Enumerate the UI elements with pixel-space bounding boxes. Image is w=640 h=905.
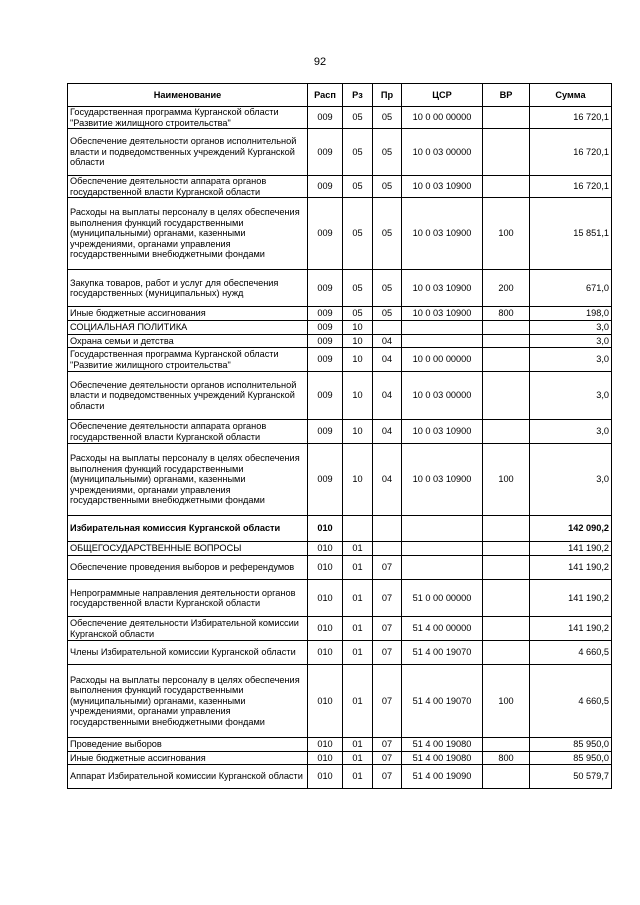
row-name-cell: Обеспечение проведения выборов и референдумов xyxy=(68,556,308,580)
row-csr-cell: 10 0 00 00000 xyxy=(402,348,483,372)
row-name-cell: Непрограммные направления деятельности органов государственной власти Курганской области xyxy=(68,580,308,617)
row-pr-cell: 05 xyxy=(373,307,402,321)
row-rasp-cell: 009 xyxy=(308,372,343,420)
row-name-cell: Обеспечение деятельности Избирательной комиссии Курганской области xyxy=(68,617,308,641)
row-rz-cell: 10 xyxy=(343,444,373,516)
row-csr-cell: 10 0 03 10900 xyxy=(402,270,483,307)
row-pr-cell: 07 xyxy=(373,765,402,789)
row-sum-cell: 3,0 xyxy=(530,321,612,335)
row-vr-cell xyxy=(483,617,530,641)
row-rz-cell: 01 xyxy=(343,580,373,617)
row-rasp-cell: 010 xyxy=(308,542,343,556)
row-name-cell: Иные бюджетные ассигнования xyxy=(68,307,308,321)
page-number: 92 xyxy=(313,56,327,68)
table-row xyxy=(68,107,612,129)
row-sum-cell: 85 950,0 xyxy=(530,738,612,752)
row-rasp-cell: 009 xyxy=(308,176,343,198)
table-row xyxy=(68,580,612,617)
row-rz-cell xyxy=(343,516,373,542)
table-row xyxy=(68,420,612,444)
row-vr-cell: 100 xyxy=(483,665,530,738)
row-csr-cell: 10 0 03 00000 xyxy=(402,372,483,420)
table-row xyxy=(68,321,612,335)
row-vr-cell xyxy=(483,335,530,348)
row-csr-cell: 51 4 00 00000 xyxy=(402,617,483,641)
header-sum: Сумма xyxy=(530,84,612,107)
table-row xyxy=(68,129,612,176)
row-pr-cell: 07 xyxy=(373,580,402,617)
row-rz-cell: 01 xyxy=(343,641,373,665)
header-name: Наименование xyxy=(68,84,308,107)
row-name-cell: Проведение выборов xyxy=(68,738,308,752)
row-csr-cell: 51 4 00 19070 xyxy=(402,641,483,665)
row-pr-cell: 05 xyxy=(373,198,402,270)
row-rasp-cell: 009 xyxy=(308,198,343,270)
table-row xyxy=(68,542,612,556)
row-rasp-cell: 010 xyxy=(308,752,343,765)
row-name-cell: Охрана семьи и детства xyxy=(68,335,308,348)
row-csr-cell: 51 4 00 19080 xyxy=(402,752,483,765)
row-pr-cell xyxy=(373,516,402,542)
table-body xyxy=(68,107,612,789)
table-row xyxy=(68,641,612,665)
row-rz-cell: 01 xyxy=(343,738,373,752)
row-rasp-cell: 010 xyxy=(308,641,343,665)
row-rasp-cell: 009 xyxy=(308,307,343,321)
row-sum-cell: 4 660,5 xyxy=(530,665,612,738)
row-vr-cell xyxy=(483,372,530,420)
table-row xyxy=(68,752,612,765)
row-pr-cell: 07 xyxy=(373,738,402,752)
row-name-cell: Государственная программа Курганской области "Развитие жилищного строительства" xyxy=(68,107,308,129)
row-csr-cell: 51 0 00 00000 xyxy=(402,580,483,617)
row-rz-cell: 05 xyxy=(343,176,373,198)
row-vr-cell xyxy=(483,321,530,335)
row-sum-cell: 3,0 xyxy=(530,372,612,420)
table-row xyxy=(68,617,612,641)
row-rz-cell: 01 xyxy=(343,617,373,641)
row-sum-cell: 4 660,5 xyxy=(530,641,612,665)
row-rz-cell: 10 xyxy=(343,321,373,335)
row-rz-cell: 05 xyxy=(343,198,373,270)
row-name-cell: Члены Избирательной комиссии Курганской области xyxy=(68,641,308,665)
row-csr-cell: 51 4 00 19070 xyxy=(402,665,483,738)
row-rasp-cell: 010 xyxy=(308,580,343,617)
row-csr-cell: 51 4 00 19090 xyxy=(402,765,483,789)
row-name-cell: Расходы на выплаты персоналу в целях обеспечения выполнения функций государственными (муниципальными) органами, казенными учреждениями, органами управления государственными внебюджетными фондами xyxy=(68,665,308,738)
row-rasp-cell: 009 xyxy=(308,321,343,335)
table-row xyxy=(68,348,612,372)
row-vr-cell xyxy=(483,556,530,580)
row-rz-cell: 01 xyxy=(343,542,373,556)
row-vr-cell: 100 xyxy=(483,198,530,270)
row-csr-cell xyxy=(402,556,483,580)
row-pr-cell: 04 xyxy=(373,420,402,444)
header-rasp: Расп xyxy=(308,84,343,107)
table-row xyxy=(68,665,612,738)
row-name-cell: СОЦИАЛЬНАЯ ПОЛИТИКА xyxy=(68,321,308,335)
row-vr-cell xyxy=(483,176,530,198)
row-vr-cell xyxy=(483,516,530,542)
row-rz-cell: 10 xyxy=(343,420,373,444)
row-rz-cell: 05 xyxy=(343,107,373,129)
row-pr-cell: 05 xyxy=(373,176,402,198)
row-rasp-cell: 009 xyxy=(308,420,343,444)
table-row xyxy=(68,738,612,752)
row-csr-cell: 10 0 00 00000 xyxy=(402,107,483,129)
row-vr-cell: 200 xyxy=(483,270,530,307)
row-vr-cell xyxy=(483,348,530,372)
row-name-cell: Аппарат Избирательной комиссии Курганской области xyxy=(68,765,308,789)
header-rz: Рз xyxy=(343,84,373,107)
table-row xyxy=(68,335,612,348)
row-name-cell: Закупка товаров, работ и услуг для обеспечения государственных (муниципальных) нужд xyxy=(68,270,308,307)
row-csr-cell: 10 0 03 10900 xyxy=(402,198,483,270)
row-name-cell: Расходы на выплаты персоналу в целях обеспечения выполнения функций государственными (муниципальными) органами, казенными учреждениями, органами управления государственными внебюджетными фондами xyxy=(68,444,308,516)
row-vr-cell xyxy=(483,765,530,789)
row-csr-cell: 10 0 03 10900 xyxy=(402,420,483,444)
row-vr-cell xyxy=(483,641,530,665)
row-pr-cell: 07 xyxy=(373,641,402,665)
row-rasp-cell: 009 xyxy=(308,270,343,307)
row-rz-cell: 10 xyxy=(343,348,373,372)
row-sum-cell: 141 190,2 xyxy=(530,617,612,641)
row-sum-cell: 15 851,1 xyxy=(530,198,612,270)
row-sum-cell: 671,0 xyxy=(530,270,612,307)
row-name-cell: Избирательная комиссия Курганской области xyxy=(68,516,308,542)
row-vr-cell: 100 xyxy=(483,444,530,516)
row-sum-cell: 3,0 xyxy=(530,420,612,444)
row-vr-cell xyxy=(483,738,530,752)
row-rasp-cell: 010 xyxy=(308,617,343,641)
row-csr-cell xyxy=(402,335,483,348)
row-vr-cell xyxy=(483,542,530,556)
row-name-cell: ОБЩЕГОСУДАРСТВЕННЫЕ ВОПРОСЫ xyxy=(68,542,308,556)
row-sum-cell: 141 190,2 xyxy=(530,580,612,617)
row-pr-cell: 07 xyxy=(373,617,402,641)
row-sum-cell: 85 950,0 xyxy=(530,752,612,765)
row-pr-cell xyxy=(373,321,402,335)
row-sum-cell: 16 720,1 xyxy=(530,176,612,198)
row-name-cell: Иные бюджетные ассигнования xyxy=(68,752,308,765)
row-vr-cell xyxy=(483,580,530,617)
table-row xyxy=(68,307,612,321)
row-rasp-cell: 009 xyxy=(308,107,343,129)
row-sum-cell: 141 190,2 xyxy=(530,556,612,580)
row-csr-cell: 10 0 03 10900 xyxy=(402,176,483,198)
table-row xyxy=(68,516,612,542)
row-rasp-cell: 010 xyxy=(308,556,343,580)
row-name-cell: Обеспечение деятельности органов исполнительной власти и подведомственных учреждений Курганской области xyxy=(68,372,308,420)
row-pr-cell: 07 xyxy=(373,665,402,738)
table-row xyxy=(68,765,612,789)
row-pr-cell: 04 xyxy=(373,372,402,420)
row-csr-cell xyxy=(402,516,483,542)
row-rasp-cell: 010 xyxy=(308,665,343,738)
table-row xyxy=(68,372,612,420)
row-pr-cell: 05 xyxy=(373,107,402,129)
row-rz-cell: 10 xyxy=(343,335,373,348)
row-rasp-cell: 009 xyxy=(308,348,343,372)
table-row xyxy=(68,176,612,198)
row-rz-cell: 01 xyxy=(343,665,373,738)
header-csr: ЦСР xyxy=(402,84,483,107)
row-pr-cell: 04 xyxy=(373,348,402,372)
row-sum-cell: 142 090,2 xyxy=(530,516,612,542)
row-sum-cell: 16 720,1 xyxy=(530,107,612,129)
row-name-cell: Расходы на выплаты персоналу в целях обеспечения выполнения функций государственными (муниципальными) органами, казенными учреждениями, органами управления государственными внебюджетными фондами xyxy=(68,198,308,270)
row-rz-cell: 05 xyxy=(343,270,373,307)
row-name-cell: Обеспечение деятельности аппарата органов государственной власти Курганской области xyxy=(68,420,308,444)
row-rasp-cell: 010 xyxy=(308,516,343,542)
row-vr-cell xyxy=(483,107,530,129)
row-pr-cell: 05 xyxy=(373,270,402,307)
table-row xyxy=(68,270,612,307)
row-rz-cell: 10 xyxy=(343,372,373,420)
row-pr-cell xyxy=(373,542,402,556)
row-sum-cell: 3,0 xyxy=(530,335,612,348)
row-rasp-cell: 009 xyxy=(308,444,343,516)
row-pr-cell: 07 xyxy=(373,556,402,580)
row-name-cell: Государственная программа Курганской области "Развитие жилищного строительства" xyxy=(68,348,308,372)
row-pr-cell: 07 xyxy=(373,752,402,765)
row-rz-cell: 01 xyxy=(343,556,373,580)
row-pr-cell: 04 xyxy=(373,444,402,516)
row-csr-cell: 10 0 03 00000 xyxy=(402,129,483,176)
row-pr-cell: 04 xyxy=(373,335,402,348)
row-csr-cell xyxy=(402,542,483,556)
table-row xyxy=(68,556,612,580)
row-sum-cell: 198,0 xyxy=(530,307,612,321)
table-header-row xyxy=(68,84,612,107)
table-row xyxy=(68,198,612,270)
row-sum-cell: 50 579,7 xyxy=(530,765,612,789)
row-vr-cell xyxy=(483,420,530,444)
row-name-cell: Обеспечение деятельности органов исполнительной власти и подведомственных учреждений Курганской области xyxy=(68,129,308,176)
budget-table xyxy=(67,83,612,789)
row-name-cell: Обеспечение деятельности аппарата органов государственной власти Курганской области xyxy=(68,176,308,198)
row-sum-cell: 3,0 xyxy=(530,348,612,372)
row-rasp-cell: 009 xyxy=(308,129,343,176)
row-vr-cell: 800 xyxy=(483,307,530,321)
row-sum-cell: 16 720,1 xyxy=(530,129,612,176)
row-sum-cell: 3,0 xyxy=(530,444,612,516)
row-rz-cell: 05 xyxy=(343,307,373,321)
row-rz-cell: 01 xyxy=(343,752,373,765)
table-row xyxy=(68,444,612,516)
row-csr-cell: 51 4 00 19080 xyxy=(402,738,483,752)
row-vr-cell: 800 xyxy=(483,752,530,765)
row-rasp-cell: 009 xyxy=(308,335,343,348)
row-rasp-cell: 010 xyxy=(308,738,343,752)
row-sum-cell: 141 190,2 xyxy=(530,542,612,556)
row-csr-cell: 10 0 03 10900 xyxy=(402,444,483,516)
row-rasp-cell: 010 xyxy=(308,765,343,789)
row-vr-cell xyxy=(483,129,530,176)
header-pr: Пр xyxy=(373,84,402,107)
row-csr-cell: 10 0 03 10900 xyxy=(402,307,483,321)
row-pr-cell: 05 xyxy=(373,129,402,176)
header-vr: ВР xyxy=(483,84,530,107)
row-csr-cell xyxy=(402,321,483,335)
row-rz-cell: 01 xyxy=(343,765,373,789)
row-rz-cell: 05 xyxy=(343,129,373,176)
